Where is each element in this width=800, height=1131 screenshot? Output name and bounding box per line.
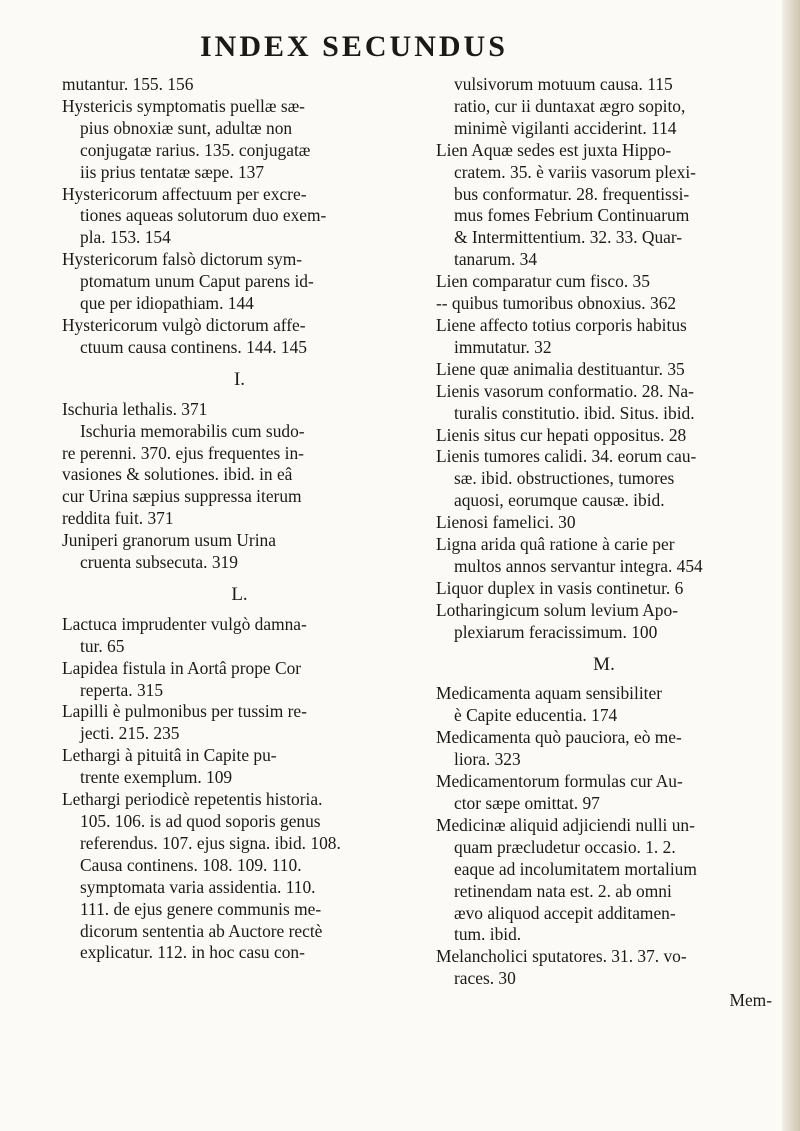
index-entry-line: ctuum causa continens. 144. 145 bbox=[80, 336, 307, 357]
index-entry-line: & Intermittentium. 32. 33. Quar- bbox=[454, 227, 683, 248]
index-entry-line: 111. de ejus genere communis me- bbox=[80, 898, 322, 919]
index-entry-line: que per idiopathiam. 144 bbox=[80, 293, 254, 314]
index-entry-line: liora. 323 bbox=[454, 749, 521, 770]
left-entries-continued bbox=[62, 74, 417, 359]
index-entry-line: cratem. 35. è variis vasorum plexi- bbox=[454, 161, 696, 182]
index-entry-line: pius obnoxiæ sunt, adultæ non bbox=[80, 117, 293, 138]
index-entry-line: Liene affecto totius corporis habitus bbox=[436, 314, 687, 335]
index-entry-line: Lapidea fistula in Aortâ prope Cor bbox=[62, 657, 302, 678]
index-entry-line: tur. 65 bbox=[80, 635, 125, 656]
index-entry-line: turalis constitutio. ibid. Situs. ibid. bbox=[454, 402, 695, 423]
index-entry-line: bus conformatur. 28. frequentissi- bbox=[454, 183, 690, 204]
index-entry-line: Medicinæ aliquid adjiciendi nulli un- bbox=[436, 814, 695, 835]
index-entry-line: ratio, cur ii duntaxat ægro sopito, bbox=[454, 95, 686, 116]
index-entry-line: minimè vigilanti acciderint. 114 bbox=[454, 117, 677, 138]
index-entry-line: tum. ibid. bbox=[454, 924, 522, 945]
index-entry-line: cruenta subsecuta. 319 bbox=[80, 552, 238, 573]
right-entries-l bbox=[436, 74, 772, 644]
index-entry-line: quam præcludetur occasio. 1. 2. bbox=[454, 836, 676, 857]
index-entry-line: Ischuria memorabilis cum sudo- bbox=[80, 420, 305, 441]
index-entry-line: Lien Aquæ sedes est juxta Hippo- bbox=[436, 139, 672, 160]
index-entry-line: ævo aliquod accepit additamen- bbox=[454, 902, 676, 923]
index-entry-line: iis prius tentatæ sæpe. 137 bbox=[80, 161, 265, 182]
index-entry-line: -- quibus tumoribus obnoxius. 362 bbox=[436, 293, 677, 314]
index-entry-line: re perenni. 370. ejus frequentes in- bbox=[62, 442, 304, 463]
index-entry-line: retinendam nata est. 2. ab omni bbox=[454, 880, 672, 901]
index-entry-line: sæ. ibid. obstructiones, tumores bbox=[454, 468, 675, 489]
index-entry-line: Hystericis symptomatis puellæ sæ- bbox=[62, 95, 305, 116]
index-entry-line: multos annos servantur integra. 454 bbox=[454, 555, 703, 576]
index-entry-line: Hystericorum falsò dictorum sym- bbox=[62, 249, 303, 270]
index-entry-line: reddita fuit. 371 bbox=[62, 508, 174, 529]
index-entry-line: Mem- bbox=[729, 990, 772, 1011]
index-entry-line: Medicamenta aquam sensibiliter bbox=[436, 683, 663, 704]
index-entry-line: vasiones & solutiones. ibid. in eâ bbox=[62, 464, 293, 485]
index-entry-line: Lien comparatur cum fisco. 35 bbox=[436, 271, 650, 292]
index-entry-line: è Capite educentia. 174 bbox=[454, 705, 618, 726]
section-letter-m: M. bbox=[593, 653, 615, 675]
index-entry-line: Hystericorum vulgò dictorum affe- bbox=[62, 314, 306, 335]
index-entry-line: Lienis vasorum conformatio. 28. Na- bbox=[436, 380, 694, 401]
index-entry-line: Liquor duplex in vasis continetur. 6 bbox=[436, 577, 684, 598]
index-entry-line: Lotharingicum solum levium Apo- bbox=[436, 599, 678, 620]
index-entry-line: dicorum sententia ab Auctore rectè bbox=[80, 920, 323, 941]
index-entry-line: conjugatæ rarius. 135. conjugatæ bbox=[80, 139, 311, 160]
index-entry-line: races. 30 bbox=[454, 968, 516, 989]
section-i-entries bbox=[62, 399, 417, 574]
index-entry-line: Lethargi à pituitâ in Capite pu- bbox=[62, 745, 277, 766]
index-entry-line: Lapilli è pulmonibus per tussim re- bbox=[62, 701, 307, 722]
index-entry-line: reperta. 315 bbox=[80, 679, 164, 700]
index-entry-line: eaque ad incolumitatem mortalium bbox=[454, 858, 697, 879]
index-entry-line: referendus. 107. ejus signa. ibid. 108. bbox=[80, 832, 341, 853]
index-entry-line: mutantur. 155. 156 bbox=[62, 74, 194, 94]
index-entry-line: jecti. 215. 235 bbox=[80, 723, 180, 744]
right-column bbox=[436, 74, 772, 1012]
index-entry-line: Ischuria lethalis. 371 bbox=[62, 398, 208, 419]
index-entry-line: ctor sæpe omittat. 97 bbox=[454, 793, 600, 813]
index-entry-line: plexiarum feracissimum. 100 bbox=[454, 621, 658, 642]
index-entry-line: Lactuca imprudenter vulgò damna- bbox=[62, 613, 307, 634]
index-entry-line: Ligna arida quâ ratione à carie per bbox=[436, 534, 675, 555]
left-column bbox=[62, 74, 417, 964]
index-entry-line: symptomata varia assidentia. 110. bbox=[80, 876, 316, 897]
index-entry-line: Medicamentorum formulas cur Au- bbox=[436, 771, 683, 792]
section-letter-l: L. bbox=[231, 583, 248, 605]
index-entry-line: tiones aqueas solutorum duo exem- bbox=[80, 205, 327, 226]
section-m-entries bbox=[436, 683, 772, 1012]
index-entry-line: aquosi, eorumque causæ. ibid. bbox=[454, 490, 665, 511]
index-entry-line: Liene quæ animalia destituantur. 35 bbox=[436, 358, 685, 379]
index-entry-line: Melancholici sputatores. 31. 37. vo- bbox=[436, 946, 687, 967]
index-entry-line: Causa continens. 108. 109. 110. bbox=[80, 854, 302, 875]
index-entry-line: Juniperi granorum usum Urina bbox=[62, 530, 276, 551]
index-entry-line: ptomatum unum Caput parens id- bbox=[80, 271, 314, 292]
index-entry-line: mus fomes Febrium Continuarum bbox=[454, 205, 690, 226]
index-entry-line: Medicamenta quò pauciora, eò me- bbox=[436, 727, 682, 748]
index-entry-line: tanarum. 34 bbox=[454, 249, 538, 270]
page-header: INDEX SECUNDUS bbox=[200, 30, 508, 63]
index-entry-line: 105. 106. is ad quod soporis genus bbox=[80, 811, 321, 831]
index-entry-line: Lienosi famelici. 30 bbox=[436, 512, 576, 533]
index-entry-line: immutatur. 32 bbox=[454, 336, 552, 357]
index-entry-line: vulsivorum motuum causa. 115 bbox=[454, 74, 673, 94]
page-edge-shadow bbox=[782, 0, 800, 1131]
index-entry-line: pla. 153. 154 bbox=[80, 227, 171, 248]
index-entry-line: Lienis situs cur hepati oppositus. 28 bbox=[436, 424, 687, 445]
index-entry-line: Lethargi periodicè repetentis historia. bbox=[62, 789, 323, 810]
index-entry-line: cur Urina sæpius suppressa iterum bbox=[62, 486, 302, 507]
section-l-entries bbox=[62, 614, 417, 965]
index-entry-line: trente exemplum. 109 bbox=[80, 767, 233, 788]
index-entry-line: Lienis tumores calidi. 34. eorum cau- bbox=[436, 446, 697, 467]
index-entry-line: Hystericorum affectuum per excre- bbox=[62, 183, 307, 204]
index-entry-line: explicatur. 112. in hoc casu con- bbox=[80, 942, 305, 963]
section-letter-i: I. bbox=[233, 368, 246, 390]
